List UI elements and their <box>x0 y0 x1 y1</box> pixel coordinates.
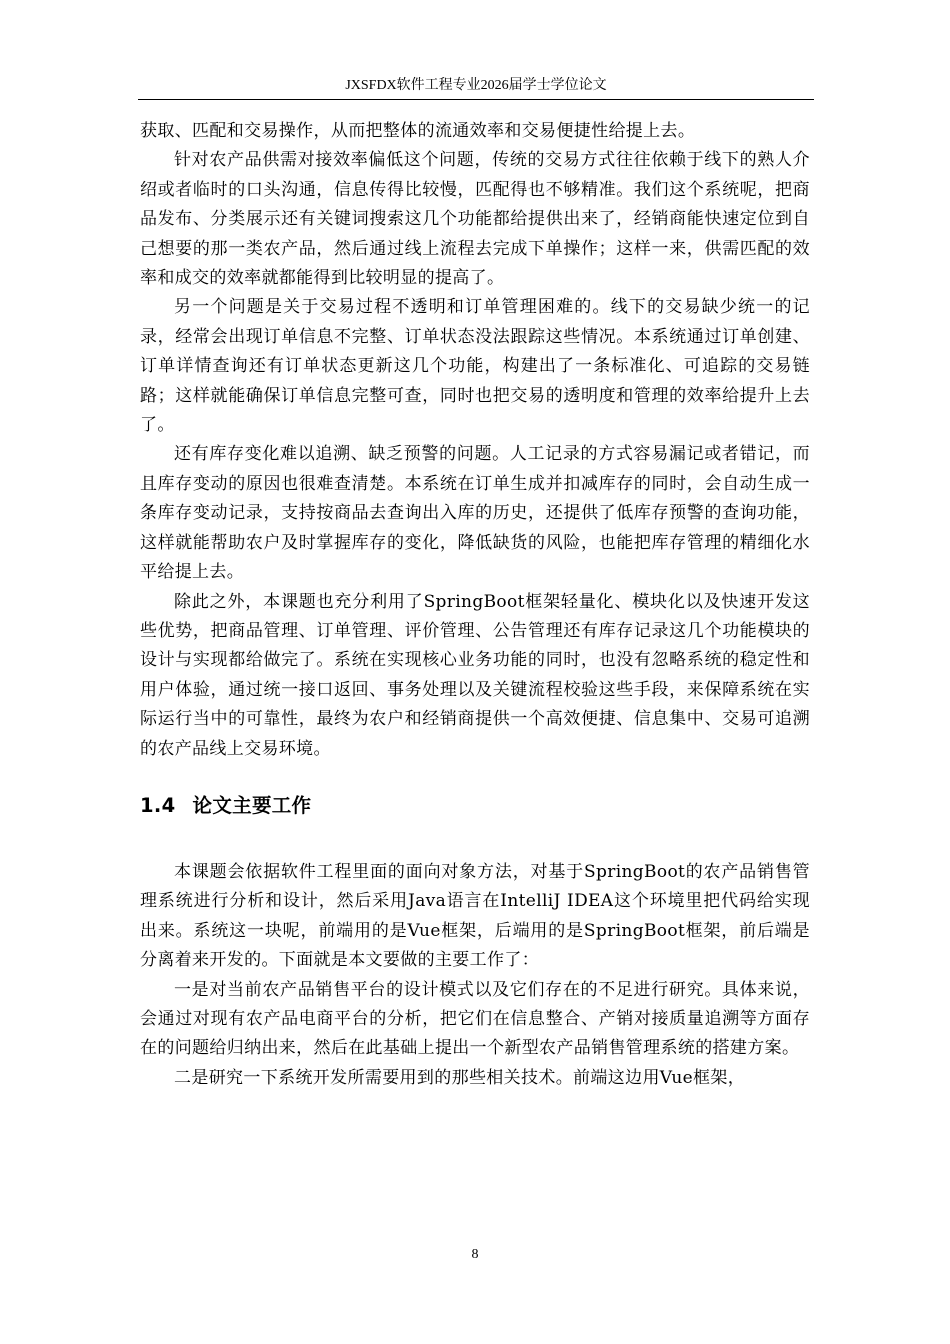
page-number: 8 <box>471 1247 479 1262</box>
section-number: 1.4 <box>140 793 176 817</box>
paragraph-springboot-advantages: 除此之外，本课题也充分利用了SpringBoot框架轻量化、模块化以及快速开发这些优势，把商品管理、订单管理、评价管理、公告管理还有库存记录这几个功能模块的设计与实现都给做完了。系统在实现核心业务功能的同时，也没有忽略系统的稳定性和用户体验，通过统一接口返回、事务处理以及关键流程校验这些手段，来保障系统在实际运行当中的可靠性，最终为农户和经销商提供一个高效便捷、信息集中、交易可追溯的农产品线上交易环境。 <box>140 591 810 759</box>
paragraph-continuation: 获取、匹配和交易操作，从而把整体的流通效率和交易便捷性给提上去。 <box>140 121 696 141</box>
paragraph-order-transparency: 另一个问题是关于交易过程不透明和订单管理困难的。线下的交易缺少统一的记录，经常会出现订单信息不完整、订单状态没法跟踪这些情况。本系统通过订单创建、订单详情查询还有订单状态更新这几个功能，构建出了一条标准化、可追踪的交易链路；这样就能确保订单信息完整可查，同时也把交易的透明度和管理的效率给提升上去了。 <box>140 297 810 436</box>
paragraph-work-item-one: 一是对当前农产品销售平台的设计模式以及它们存在的不足进行研究。具体来说，会通过对现有农产品电商平台的分析，把它们在信息整合、产销对接质量追溯等方面存在的问题给归纳出来，然后在此基础上提出一个新型农产品销售管理系统的搭建方案。 <box>140 979 810 1059</box>
section-title: 论文主要工作 <box>192 793 312 817</box>
paragraph-work-item-two: 二是研究一下系统开发所需要用到的那些相关技术。前端这边用Vue框架， <box>174 1067 746 1088</box>
running-header: JXSFDX软件工程专业2026届学士学位论文 <box>345 78 607 93</box>
paragraph-supply-demand: 针对农产品供需对接效率偏低这个问题，传统的交易方式往往依赖于线下的熟人介绍或者临时的口头沟通，信息传得比较慢，匹配得也不够精准。我们这个系统呢，把商品发布、分类展示还有关键词搜索这几个功能都给提供出来了，经销商能快速定位到自己想要的那一类农产品，然后通过线上流程去完成下单操作；这样一来，供需匹配的效率和成交的效率就都能得到比较明显的提高了。 <box>140 150 810 289</box>
paragraph-work-overview: 本课题会依据软件工程里面的面向对象方法，对基于SpringBoot的农产品销售管理系统进行分析和设计，然后采用Java语言在IntelliJ IDEA这个环境里把代码给实现出来。系统这一块呢，前端用的是Vue框架，后端用的是SpringBoot框架，前后端是分离着来开发的。下面就是本文要做的主要工作了： <box>140 861 810 971</box>
paragraph-inventory: 还有库存变化难以追溯、缺乏预警的问题。人工记录的方式容易漏记或者错记，而且库存变动的原因也很难查清楚。本系统在订单生成并扣减库存的同时，会自动生成一条库存变动记录，支持按商品去查询出入库的历史，还提供了低库存预警的查询功能，这样就能帮助农户及时掌握库存的变化，降低缺货的风险，也能把库存管理的精细化水平给提上去。 <box>140 444 810 583</box>
section-heading <box>140 792 810 820</box>
header-divider <box>138 99 814 100</box>
page-body <box>140 117 810 1093</box>
